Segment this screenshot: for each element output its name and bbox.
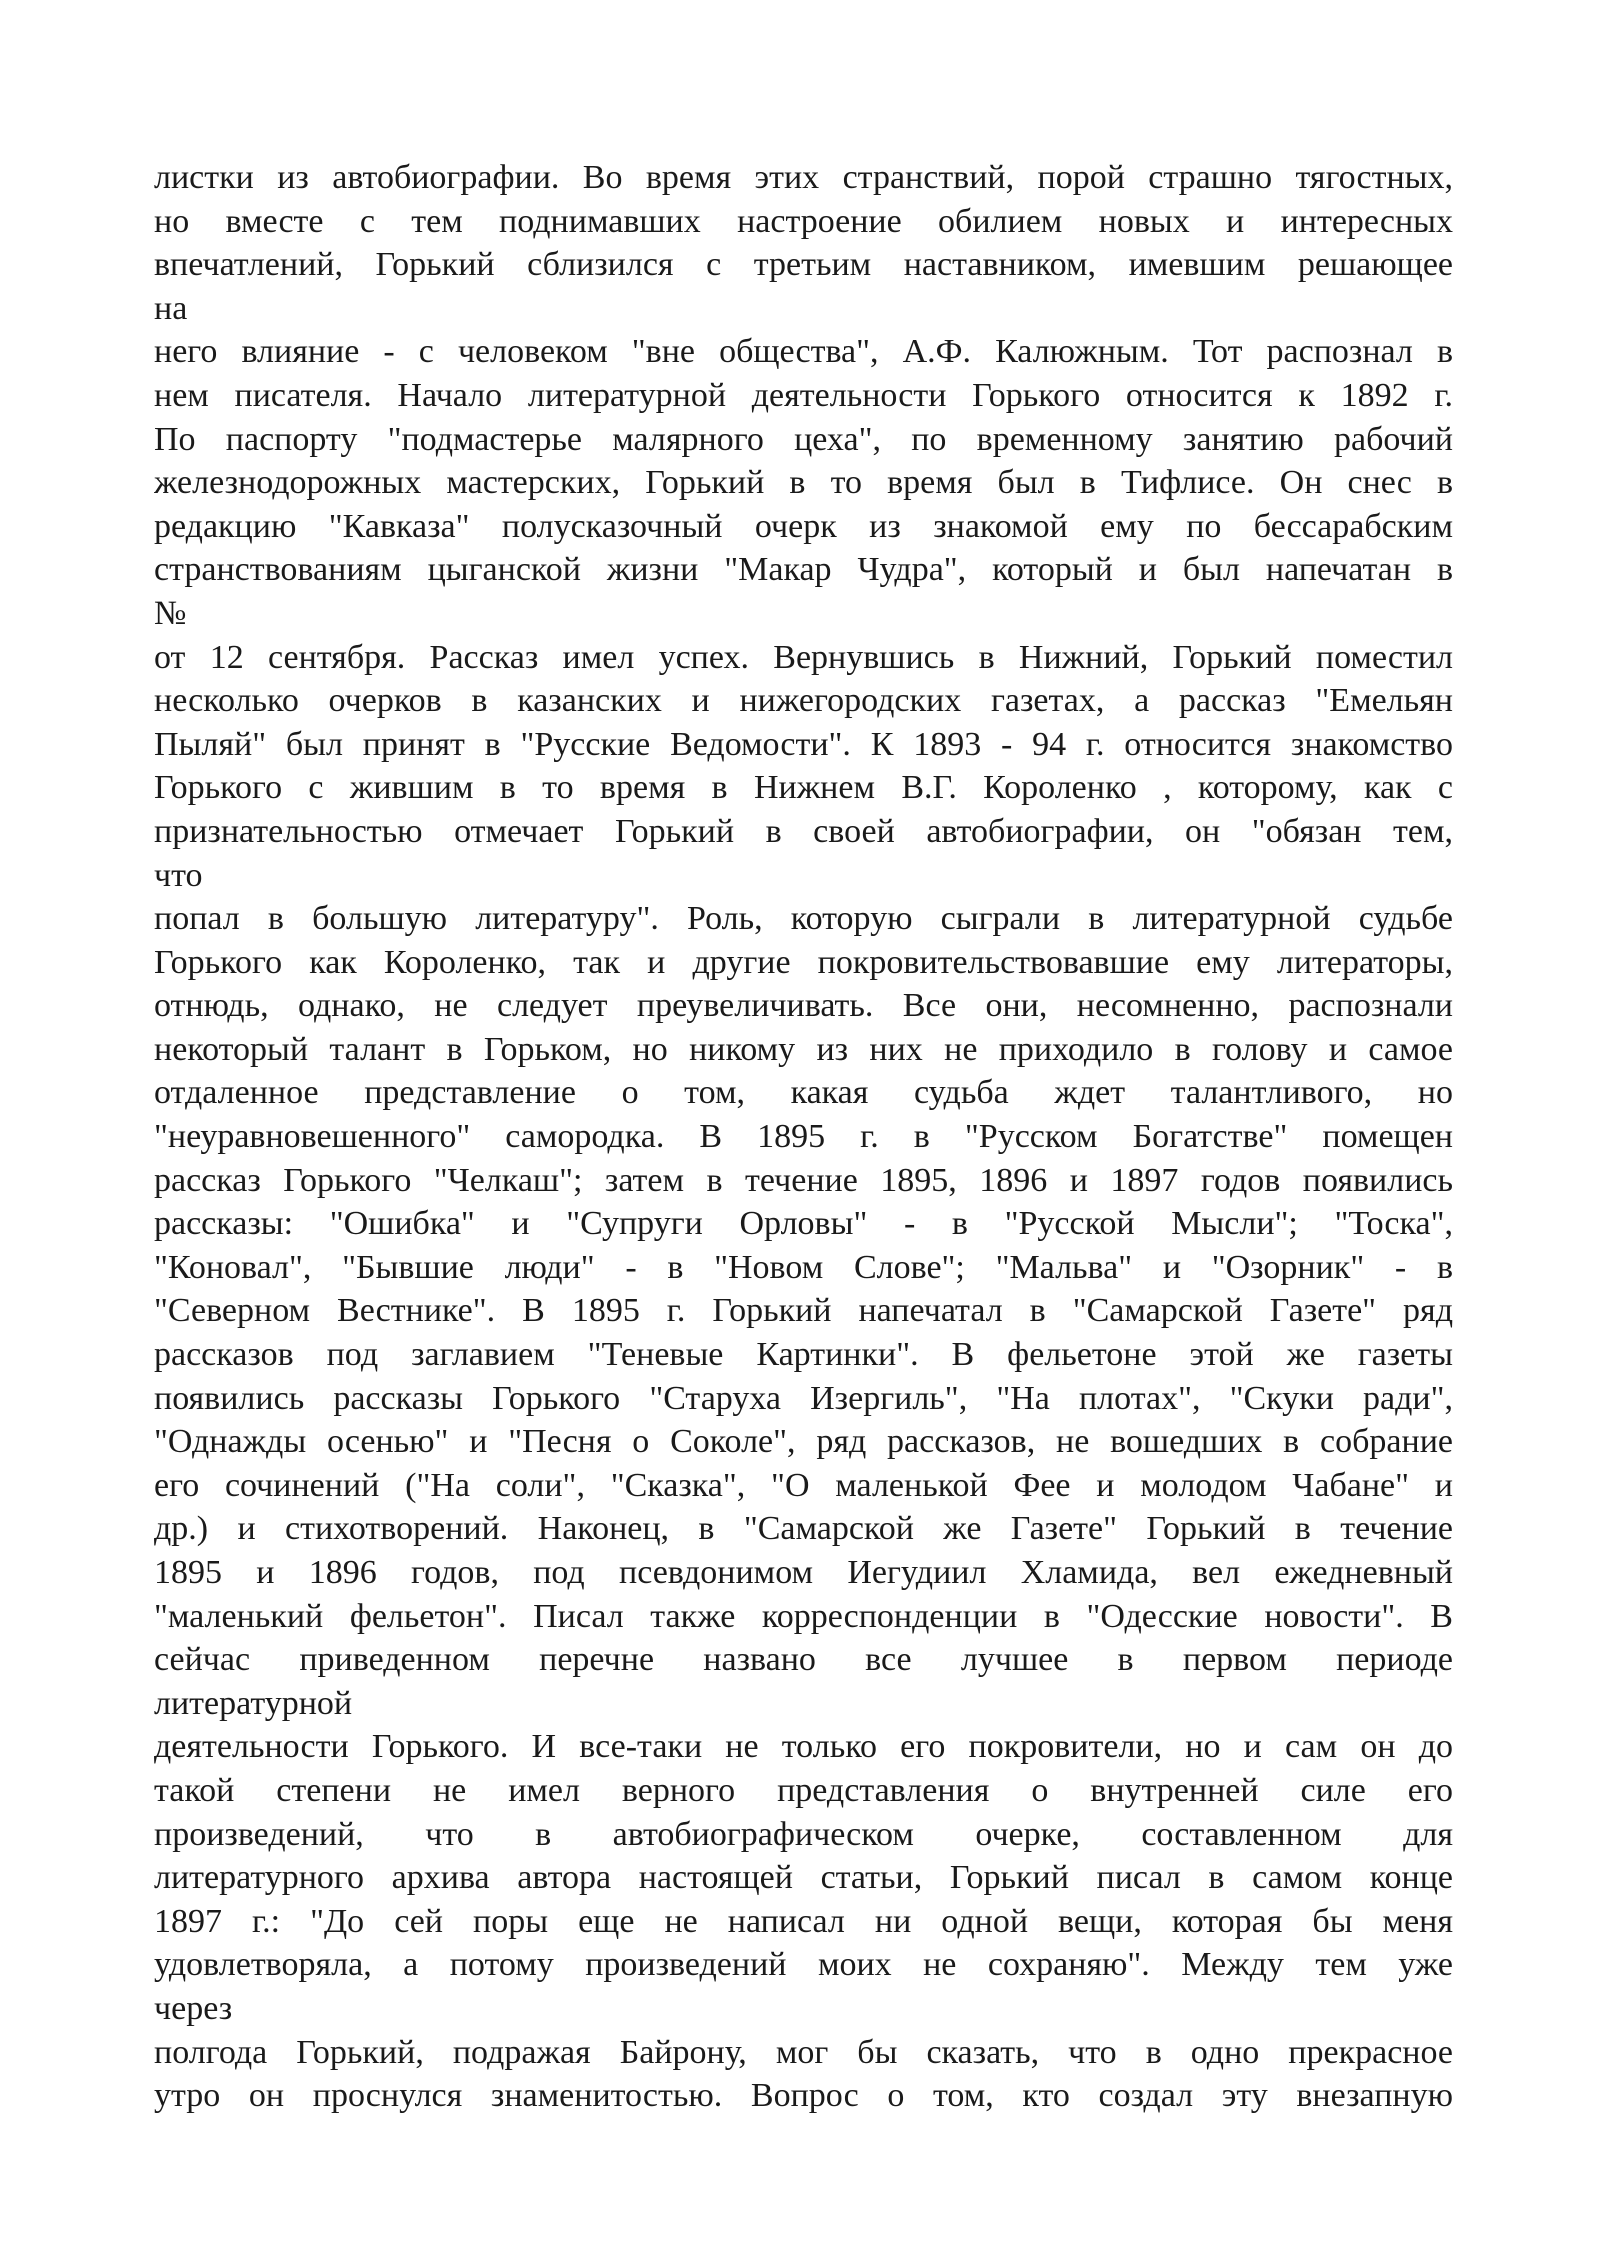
text-line: "Коновал", "Бывшие люди" - в "Новом Слове"; "Мальва" и "Озорник" - в	[154, 1248, 1453, 1286]
text-line: По паспорту "подмастерье малярного цеха", по временному занятию рабочий	[154, 420, 1453, 458]
text-line: попал в большую литературу". Роль, которую сыграли в литературной судьбе	[154, 900, 1453, 938]
text-line: "Однажды осенью" и "Песня о Соколе", ряд рассказов, не вошедших в собрание	[154, 1423, 1453, 1461]
text-line: 1897 г.: "До сей поры еще не написал ни одной вещи, которая бы меня	[154, 1902, 1453, 1940]
text-line: впечатлений, Горький сблизился с третьим наставником, имевшим решающее	[154, 246, 1453, 284]
text-line: отнюдь, однако, не следует преувеличивать. Все они, несомненно, распознали	[154, 987, 1453, 1025]
text-line: рассказы: "Ошибка" и "Супруги Орловы" - в "Русской Мысли"; "Тоска",	[154, 1205, 1453, 1243]
text-line: №	[154, 594, 187, 632]
text-line: железнодорожных мастерских, Горький в то время был в Тифлисе. Он снес в	[154, 464, 1453, 502]
text-line: Горького с жившим в то время в Нижнем В.Г. Короленко , которому, как с	[154, 769, 1453, 807]
text-line: него влияние - с человеком "вне общества", А.Ф. Калюжным. Тот распознал в	[154, 333, 1453, 371]
text-line: признательностью отмечает Горький в своей автобиографии, он "обязан тем,	[154, 812, 1453, 850]
text-line: его сочинений ("На соли", "Сказка", "О маленькой Фее и молодом Чабане" и	[154, 1466, 1453, 1504]
text-line: но вместе с тем поднимавших настроение обилием новых и интересных	[154, 202, 1453, 240]
text-line: через	[154, 1989, 233, 2027]
text-line: сейчас приведенном перечне названо все лучшее в первом периоде	[154, 1641, 1453, 1679]
text-line: редакцию "Кавказа" полусказочный очерк из знакомой ему по бессарабским	[154, 507, 1453, 545]
text-line: отдаленное представление о том, какая судьба ждет талантливого, но	[154, 1074, 1453, 1112]
text-line: Горького как Короленко, так и другие покровительствовавшие ему литераторы,	[154, 943, 1453, 981]
text-line: рассказ Горького "Челкаш"; затем в течение 1895, 1896 и 1897 годов появились	[154, 1161, 1453, 1199]
text-line: 1895 и 1896 годов, под псевдонимом Иегудиил Хламида, вел ежедневный	[154, 1554, 1453, 1591]
text-line: литературной	[154, 1684, 353, 1722]
text-line: др.) и стихотворений. Наконец, в "Самарской же Газете" Горький в течение	[154, 1510, 1453, 1548]
text-line: такой степени не имел верного представления о внутренней силе его	[154, 1771, 1453, 1809]
text-line: литературного архива автора настоящей статьи, Горький писал в самом конце	[154, 1859, 1453, 1897]
text-line: утро он проснулся знаменитостью. Вопрос о том, кто создал эту внезапную	[154, 2077, 1453, 2115]
text-line: некоторый талант в Горьком, но никому из них не приходило в голову и самое	[154, 1030, 1453, 1068]
text-line: "маленький фельетон". Писал также корреспонденции в "Одесские новости". В	[154, 1597, 1453, 1635]
text-line: "Северном Вестнике". В 1895 г. Горький напечатал в "Самарской Газете" ряд	[154, 1292, 1453, 1330]
text-line: появились рассказы Горького "Старуха Изергиль", "На плотах", "Скуки ради",	[154, 1379, 1453, 1417]
text-line: полгода Горький, подражая Байрону, мог бы сказать, что в одно прекрасное	[154, 2033, 1453, 2071]
text-line: что	[154, 856, 203, 894]
text-line: листки из автобиографии. Во время этих странствий, порой страшно тягостных,	[154, 159, 1453, 196]
text-line: несколько очерков в казанских и нижегородских газетах, а рассказ "Емельян	[154, 682, 1453, 720]
text-line: на	[154, 289, 188, 327]
body-text	[154, 156, 1453, 2118]
text-line: "неуравновешенного" самородка. В 1895 г. в "Русском Богатстве" помещен	[154, 1118, 1453, 1156]
text-line: произведений, что в автобиографическом очерке, составленном для	[154, 1815, 1453, 1853]
text-line: деятельности Горького. И все-таки не только его покровители, но и сам он до	[154, 1728, 1453, 1766]
text-line: Пыляй" был принят в "Русские Ведомости". К 1893 - 94 г. относится знакомство	[154, 725, 1453, 763]
text-line: от 12 сентября. Рассказ имел успех. Вернувшись в Нижний, Горький поместил	[154, 638, 1453, 676]
text-line: странствованиям цыганской жизни "Макар Чудра", который и был напечатан в	[154, 551, 1453, 589]
text-line: рассказов под заглавием "Теневые Картинки". В фельетоне этой же газеты	[154, 1336, 1453, 1374]
text-line: удовлетворяла, а потому произведений моих не сохраняю". Между тем уже	[154, 1946, 1453, 1984]
text-line: нем писателя. Начало литературной деятельности Горького относится к 1892 г.	[154, 376, 1453, 414]
